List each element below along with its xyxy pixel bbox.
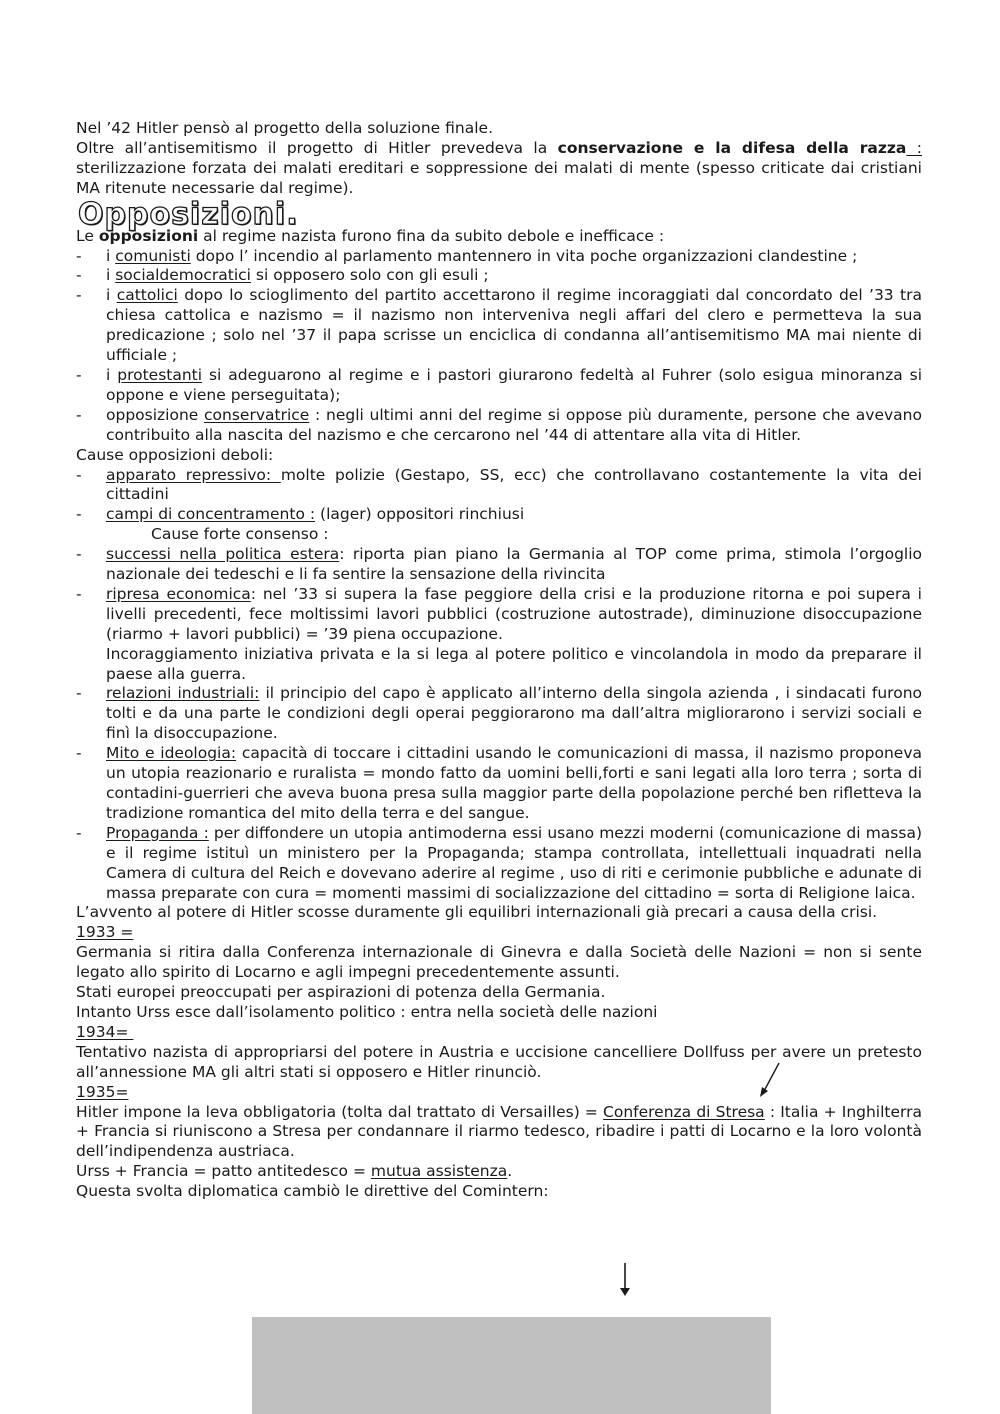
list-item: - i cattolici dopo lo scioglimento del partito accettarono il regime incoraggiati dal concordato del ’33 tra chiesa cattolica e nazismo = il nazismo non interveniva negli affari del clero e permetteva la sua predicazione ; solo nel ’37 il papa scrisse un enciclica di condanna all’antisemitismo MA mai niente di ufficiale ; xyxy=(76,286,922,366)
paragraph-1934: Tentativo nazista di appropriarsi del potere in Austria e uccisione cancelliere Dollfuss per avere un pretesto all’annessione MA gli altri stati si opposero e Hitler rinunciò. xyxy=(76,1042,922,1081)
document-page xyxy=(76,119,922,1202)
paragraph-1933: Intanto Urss esce dall’isolamento politico : entra nella società delle nazioni xyxy=(76,1002,658,1021)
list-item: - Mito e ideologia: capacità di toccare i cittadini usando le comunicazioni di massa, il nazismo proponeva un utopia reazionario e ruralista = mondo fatto da uomini belli,forti e sani legati alla loro terra ; sorta di contadini-guerrieri che aveva buona presa sulla maggior parte della popolazione perché ben rifletteva la tradizione romantica del mito della terra e del sangue. xyxy=(76,744,922,824)
intro-line: Nel ’42 Hitler pensò al progetto della soluzione finale. xyxy=(76,119,494,137)
list-item: - campi di concentramento : (lager) oppositori rinchiusi xyxy=(76,505,922,525)
list-item: - i comunisti dopo l’ incendio al parlamento mantennero in vita poche organizzazioni clandestine ; xyxy=(76,247,922,267)
weak-causes-list xyxy=(76,466,922,526)
list-item: - opposizione conservatrice : negli ultimi anni del regime si oppose più duramente, persone che avevano contribuito alla nascita del nazismo e che cercarono nel ’44 di attentare alla vita di Hitler. xyxy=(76,406,922,446)
consensus-list xyxy=(76,545,922,903)
section-heading: Opposizioni. xyxy=(78,196,299,232)
diagonal-arrow-icon xyxy=(755,1060,785,1100)
year-label-1933: 1933 = xyxy=(76,923,134,942)
list-item: - relazioni industriali: il principio del capo è applicato all’interno della singola azienda , i sindacati furono tolti e da una parte le condizioni degli operai peggiorarono ma dall’altra migliorarono i servizi sociali e finì la disoccupazione. xyxy=(76,684,922,744)
paragraph-1933: Stati europei preoccupati per aspirazioni di potenza della Germania. xyxy=(76,983,606,1002)
intro-paragraph: Oltre all’antisemitismo il progetto di Hitler prevedeva la conservazione e la difesa della razza : sterilizzazione forzata dei malati ereditari e soppressione dei malati di mente (spesso criticate dai cristiani MA ritenute necessarie dal regime). xyxy=(76,138,922,197)
paragraph-1933: Germania si ritira dalla Conferenza internazionale di Ginevra e dalla Società delle Nazioni = non si sente legato allo spirito di Locarno e agli impegni precedentemente assunti. xyxy=(76,943,922,982)
list-item: - i protestanti si adeguarono al regime e i pastori giurarono fedeltà al Fuhrer (solo esigua minoranza si oppone e viene perseguitata); xyxy=(76,366,922,406)
list-item: - Propaganda : per diffondere un utopia antimoderna essi usano mezzi moderni (comunicazione di massa) e il regime istituì un ministero per la Propaganda; stampa controllata, intellettuali inquadrati nella Camera di cultura del Reich e dovevano aderire al regime , uso di riti e cerimonie pubbliche e adunate di massa preparate con cura = momenti massimi di socializzazione del cittadino = sorta di Religione laica. xyxy=(76,824,922,904)
pact-line: Urss + Francia = patto antitedesco = mutua assistenza. xyxy=(76,1162,513,1181)
consensus-title: Cause forte consenso : xyxy=(151,525,329,544)
weak-causes-title: Cause opposizioni deboli: xyxy=(76,445,274,464)
year-label-1935: 1935= xyxy=(76,1082,129,1101)
oppositions-lead: Le opposizioni al regime nazista furono fina da subito debole e inefficace : xyxy=(76,226,665,245)
international-intro: L’avvento al potere di Hitler scosse duramente gli equilibri internazionali già precari a causa della crisi. xyxy=(76,903,878,922)
list-item: - i socialdemocratici si opposero solo con gli esuli ; xyxy=(76,266,922,286)
bold-phrase: conservazione e la difesa della razza xyxy=(557,138,907,157)
footer-grey-block xyxy=(252,1317,771,1414)
comintern-line: Questa svolta diplomatica cambiò le direttive del Comintern: xyxy=(76,1182,549,1201)
list-item: - apparato repressivo: molte polizie (Gestapo, SS, ecc) che controllavano costantemente la vita dei cittadini xyxy=(76,466,922,506)
list-item: - successi nella politica estera: riporta pian piano la Germania al TOP come prima, stimola l’orgoglio nazionale dei tedeschi e li fa sentire la sensazione della rivincita xyxy=(76,545,922,585)
oppositions-list xyxy=(76,247,922,446)
down-arrow-icon xyxy=(616,1262,634,1298)
paragraph-1935: Hitler impone la leva obbligatoria (tolta dal trattato di Versailles) = Conferenza di Stresa : Italia + Inghilterra + Francia si riuniscono a Stresa per condannare il riarmo tedesco, ribadire i patti di Locarno e la loro volontà dell’indipendenza austriaca. xyxy=(76,1102,923,1161)
list-item: - ripresa economica: nel ’33 si supera la fase peggiore della crisi e la produzione ritorna e poi supera i livelli precedenti, fece moltissimi lavori pubblici (costruzione autostrade), diminuzione disoccupazione (riarmo + lavori pubblici) = ’39 piena occupazione. Incoraggiamento iniziativa privata e la si lega al potere politico e vincolandola in modo da preparare il paese alla guerra. xyxy=(76,585,922,685)
year-label-1934: 1934= xyxy=(76,1022,134,1041)
